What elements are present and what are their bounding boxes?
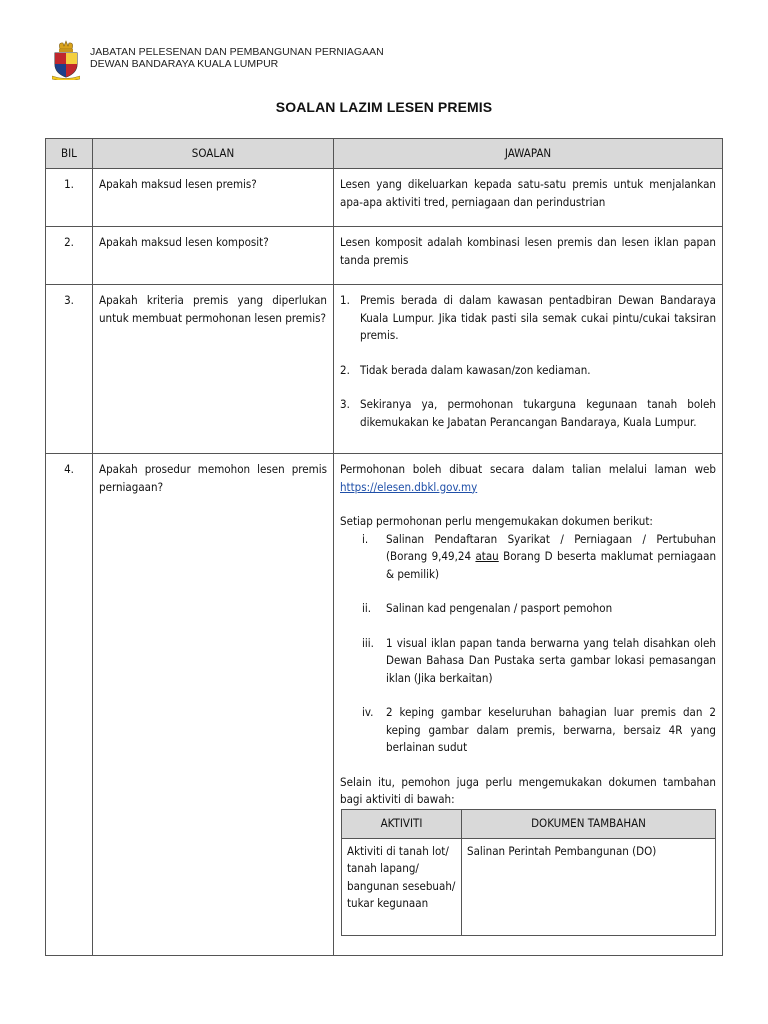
list-marker: iv. bbox=[362, 705, 374, 719]
answer: Lesen yang dikeluarkan kepada satu-satu premis untuk menjalankan apa-apa aktiviti tred, perniagaan dan perindustrian bbox=[334, 169, 723, 227]
list-item-text: 1 visual iklan papan tanda berwarna yang telah disahkan oleh Dewan Bahasa Dan Pustaka serta gambar lokasi pemasangan iklan (Jika berkaitan) bbox=[386, 635, 716, 685]
document-cell: Salinan Perintah Pembangunan (DO) bbox=[462, 838, 716, 935]
question: Apakah prosedur memohon lesen premis perniagaan? bbox=[93, 454, 334, 956]
row-number: 3. bbox=[46, 285, 93, 454]
list-item bbox=[340, 396, 716, 431]
column-header-jawapan: JAWAPAN bbox=[334, 139, 723, 169]
table-row bbox=[46, 454, 723, 956]
column-header-soalan: SOALAN bbox=[93, 139, 334, 169]
document-title: SOALAN LAZIM LESEN PREMIS bbox=[275, 99, 493, 115]
list-item bbox=[340, 531, 716, 584]
row-number: 1. bbox=[46, 169, 93, 227]
answer bbox=[334, 454, 723, 956]
list-marker: iii. bbox=[362, 635, 374, 650]
online-application-text bbox=[340, 461, 716, 496]
list-marker: ii. bbox=[362, 601, 372, 615]
underlined-word: atau bbox=[475, 549, 499, 563]
list-marker: 2. bbox=[340, 362, 350, 377]
additional-documents-table bbox=[341, 809, 716, 936]
question: Apakah kriteria premis yang diperlukan untuk membuat permohonan lesen premis? bbox=[93, 285, 334, 454]
faq-header-row bbox=[46, 139, 723, 169]
list-item bbox=[340, 362, 716, 380]
list-item-text: Premis berada di dalam kawasan pentadbiran Dewan Bandaraya Kuala Lumpur. Jika tidak pasti sila semak cukai pintu/cukai taksiran premis. bbox=[360, 293, 716, 342]
table-row bbox=[342, 838, 716, 935]
answer bbox=[334, 285, 723, 454]
question: Apakah maksud lesen komposit? bbox=[93, 227, 334, 285]
table-row bbox=[46, 227, 723, 285]
dbkl-crest-icon bbox=[52, 40, 80, 80]
activity-cell: Aktiviti di tanah lot/ tanah lapang/ bangunan sesebuah/ tukar kegunaan bbox=[342, 838, 462, 935]
organization-name bbox=[90, 46, 384, 70]
list-marker: 3. bbox=[340, 397, 350, 411]
row-number: 2. bbox=[46, 227, 93, 285]
subtable-header-row bbox=[342, 809, 716, 838]
column-header-dokumen: DOKUMEN TAMBAHAN bbox=[462, 809, 716, 838]
table-row bbox=[46, 169, 723, 227]
criteria-list bbox=[340, 292, 716, 431]
org-line-2: DEWAN BANDARAYA KUALA LUMPUR bbox=[90, 58, 279, 70]
answer: Lesen komposit adalah kombinasi lesen premis dan lesen iklan papan tanda premis bbox=[334, 227, 723, 285]
list-item-text: Sekiranya ya, permohonan tukarguna kegunaan tanah boleh dikemukakan ke Jabatan Perancangan Bandaraya, Kuala Lumpur. bbox=[360, 397, 716, 429]
list-item bbox=[340, 704, 716, 757]
list-item-text: 2 keping gambar keseluruhan bahagian luar premis dan 2 keping gambar dalam premis, berwarna, bersaiz 4R yang berlainan sudut bbox=[386, 705, 716, 754]
documents-list bbox=[340, 531, 716, 757]
list-item-text: Salinan Pendaftaran Syarikat / Perniagaan / Pertubuhan (Borang 9,49,24 bbox=[386, 531, 716, 563]
intro-text: Permohonan boleh dibuat secara dalam talian melalui laman web bbox=[340, 462, 716, 476]
list-item bbox=[340, 292, 716, 345]
list-marker: 1. bbox=[340, 293, 350, 307]
table-row bbox=[46, 285, 723, 454]
extra-documents-intro: Selain itu, pemohon juga perlu mengemukakan dokumen tambahan bagi aktiviti di bawah: bbox=[340, 774, 716, 806]
question: Apakah maksud lesen premis? bbox=[93, 169, 334, 227]
list-item-text: Salinan kad pengenalan / pasport pemohon bbox=[386, 601, 613, 615]
row-number: 4. bbox=[46, 454, 93, 956]
org-line-1: JABATAN PELESENAN DAN PEMBANGUNAN PERNIAGAAN bbox=[90, 46, 384, 58]
elesen-link[interactable]: https://elesen.dbkl.gov.my bbox=[340, 479, 478, 494]
faq-table bbox=[45, 138, 723, 956]
documents-intro: Setiap permohonan perlu mengemukakan dokumen berikut: bbox=[340, 514, 653, 528]
list-item-text: Borang D beserta maklumat perniagaan & pemilik) bbox=[386, 549, 716, 581]
page-header bbox=[52, 40, 472, 84]
column-header-aktiviti: AKTIVITI bbox=[342, 809, 462, 838]
list-item bbox=[340, 635, 716, 688]
column-header-bil: BIL bbox=[46, 139, 93, 169]
list-item-text: Tidak berada dalam kawasan/zon kediaman. bbox=[360, 362, 591, 377]
list-marker: i. bbox=[362, 531, 369, 546]
list-item bbox=[340, 600, 716, 618]
